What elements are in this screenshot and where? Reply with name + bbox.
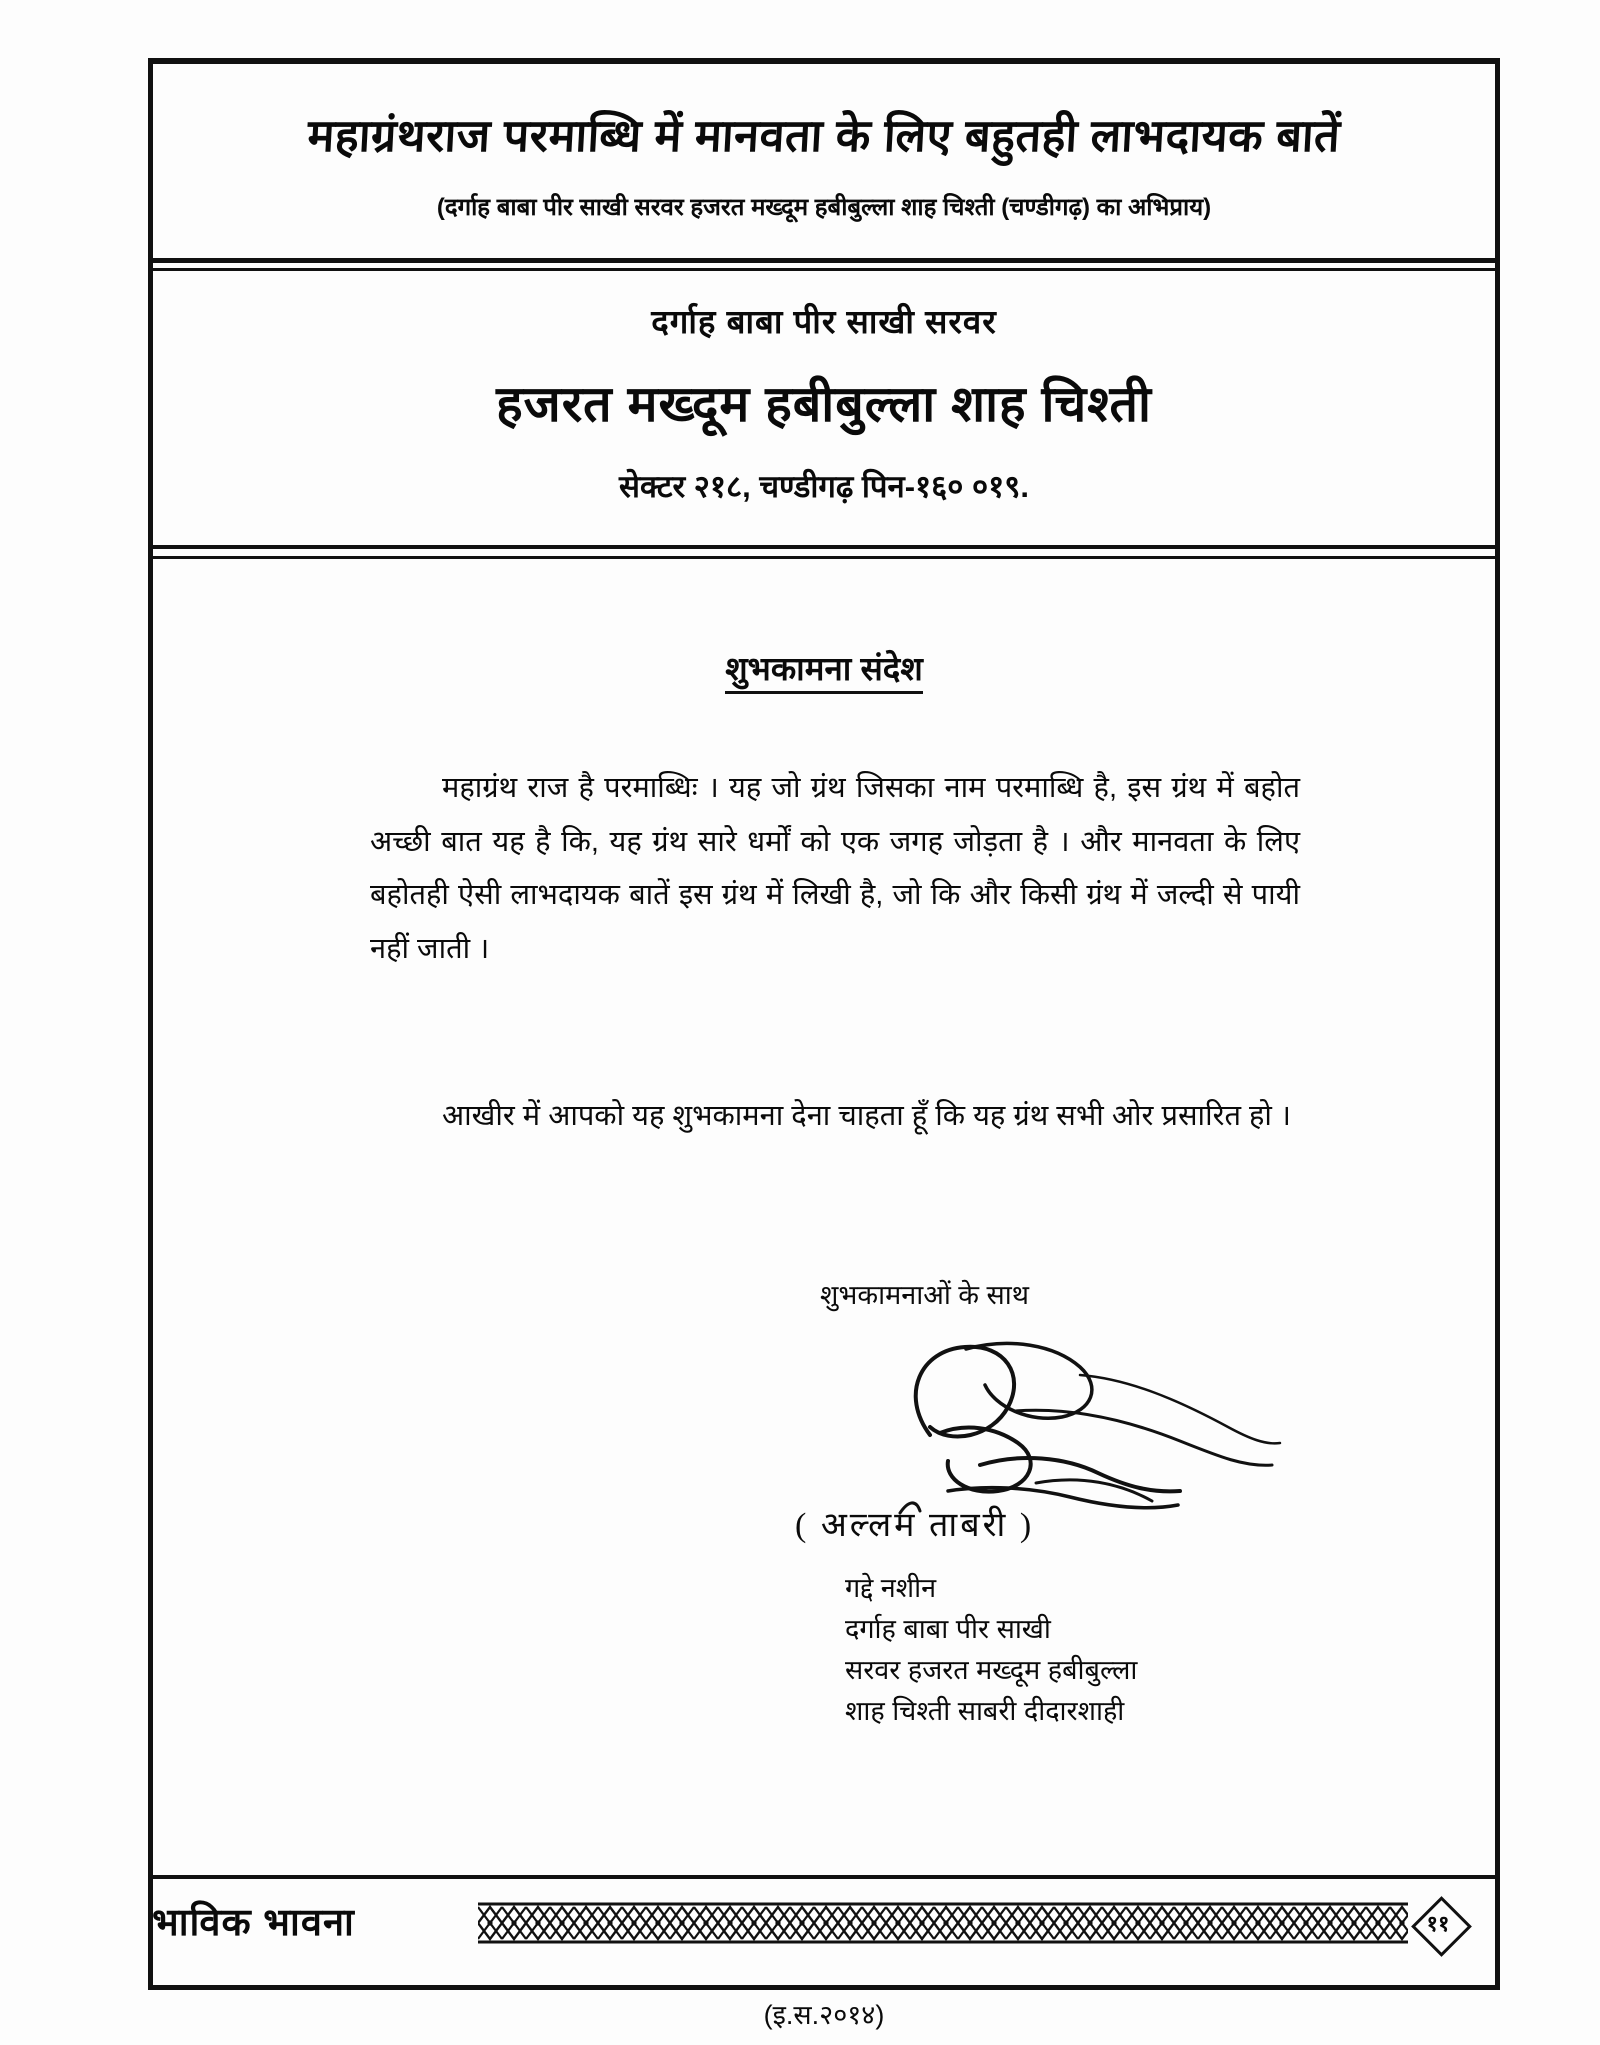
header-rule-middle-upper — [148, 258, 1500, 263]
designation-line-1: गद्दे नशीन — [845, 1573, 937, 1603]
body-paragraph-1 — [370, 762, 1300, 977]
section-heading — [150, 645, 1498, 690]
organization-line-1: दर्गाह बाबा पीर साखी सरवर — [651, 303, 997, 340]
header-rule-middle-upper-thin — [148, 268, 1500, 271]
footer-year: (इ.स.२०१४) — [763, 2000, 885, 2030]
organization-line-2: हजरत मख्दूम हबीबुल्ला शाह चिश्ती — [496, 376, 1152, 432]
page-number-badge — [1412, 1897, 1464, 1949]
header-rule-middle-lower-thin — [148, 556, 1500, 559]
signature-designation-block — [845, 1568, 1137, 1732]
signoff-label: शुभकामनाओं के साथ — [820, 1280, 1030, 1310]
paragraph-2-text: आखीर में आपको यह शुभकामना देना चाहता हूँ कि यह ग्रंथ सभी ओर प्रसारित हो । — [442, 1100, 1291, 1132]
page-border-right — [1495, 58, 1500, 1988]
footer-book-title: भाविक भावना — [152, 1902, 355, 1944]
body-paragraph-2 — [370, 1090, 1300, 1144]
organization-address: सेक्टर २१८, चण्डीगढ़ पिन-१६० ०१९. — [618, 469, 1029, 504]
header-rule-middle-lower — [148, 545, 1500, 549]
ornamental-band-icon — [478, 1899, 1408, 1947]
page-title: महाग्रंथराज परमाब्धि में मानवता के लिए बहुतही लाभदायक बातें — [306, 110, 1342, 161]
page-number: ११ — [1426, 1911, 1450, 1936]
designation-line-2: दर्गाह बाबा पीर साखी — [845, 1614, 1051, 1645]
designation-line-4: शाह चिश्ती साबरी दीदारशाही — [845, 1696, 1125, 1727]
header-rule-top — [148, 58, 1500, 64]
footer-rule-bottom — [148, 1985, 1500, 1990]
section-heading-text: शुभकामना संदेश — [725, 650, 923, 694]
paragraph-1-text: महाग्रंथ राज है परमाब्धिः । यह जो ग्रंथ जिसका नाम परमाब्धि है, इस ग्रंथ में बहोत अच्छी बात यह है कि, यह ग्रंथ सारे धर्मों को एक जगह जोड़ता है । और मानवता के लिए बहोतही ऐसी लाभदायक बातें इस ग्रंथ में लिखी है, जो कि और किसी ग्रंथ में जल्दी से पायी नहीं जाती । — [370, 772, 1300, 965]
page-subtitle: (दर्गाह बाबा पीर साखी सरवर हजरत मख्दूम हबीबुल्ला शाह चिश्ती (चण्डीगढ़) का अभिप्राय) — [436, 194, 1212, 221]
footer-rule-top — [148, 1875, 1500, 1879]
page-border-left — [148, 58, 153, 1988]
signature-name: ( अल्लम ताबरी ) — [795, 1507, 1035, 1544]
designation-line-3: सरवर हजरत मख्दूम हबीबुल्ला — [845, 1655, 1138, 1686]
